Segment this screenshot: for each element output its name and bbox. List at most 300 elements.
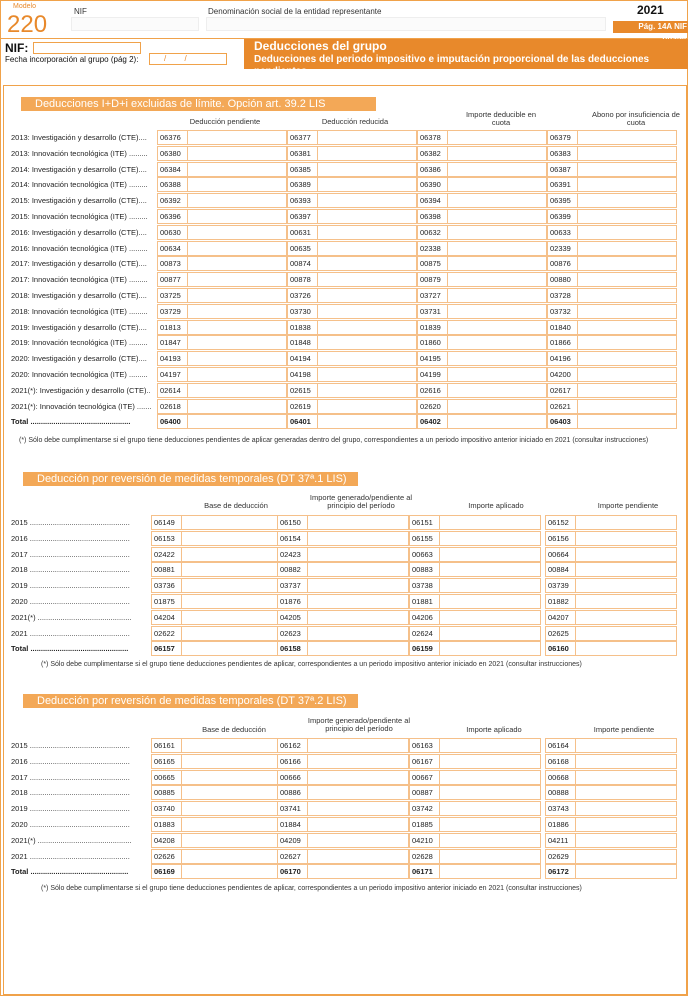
amount-field[interactable] [547, 177, 677, 192]
amount-field[interactable] [417, 241, 547, 256]
table-row [11, 162, 679, 178]
amount-field[interactable] [417, 304, 547, 319]
s1-col-deduccion-pendiente: Deducción pendiente [189, 117, 261, 126]
table-row [11, 288, 679, 304]
field-code: 00882 [278, 563, 308, 576]
amount-field[interactable] [157, 177, 287, 192]
s2-col-base: Base de deducción [204, 501, 268, 510]
field-code: 01875 [152, 595, 182, 608]
amount-field[interactable] [277, 738, 409, 753]
amount-field[interactable] [151, 864, 283, 879]
field-code: 06152 [546, 516, 576, 529]
row-label: 2016: Investigación y desarrollo (CTE).... [11, 227, 147, 237]
table-row [11, 770, 679, 786]
table-row [11, 849, 679, 865]
field-code: 01813 [158, 321, 188, 334]
amount-field[interactable] [287, 209, 417, 224]
field-code: 04208 [152, 834, 182, 847]
amount-field[interactable] [547, 272, 677, 287]
field-code: 03739 [546, 579, 576, 592]
field-code: 04207 [546, 611, 576, 624]
row-label: 2016: Innovación tecnológica (ITE) ......... [11, 243, 148, 253]
amount-field[interactable] [151, 515, 283, 530]
field-code: 00888 [546, 786, 576, 799]
row-label: 2019 ................................................ [11, 804, 130, 814]
field-code: 06401 [288, 415, 318, 428]
amount-field[interactable] [277, 817, 409, 832]
amount-field[interactable] [417, 320, 547, 335]
row-label: 2020: Investigación y desarrollo (CTE).... [11, 354, 147, 364]
amount-field[interactable] [151, 641, 283, 656]
field-code: 01884 [278, 818, 308, 831]
section3-table [11, 738, 679, 882]
amount-field[interactable] [545, 562, 677, 577]
row-label: 2020 ................................................ [11, 597, 130, 606]
field-code: 00666 [278, 771, 308, 784]
field-code: 06400 [158, 415, 188, 428]
amount-field[interactable] [545, 849, 677, 864]
amount-field[interactable] [417, 367, 547, 382]
field-code: 03738 [410, 579, 440, 592]
s1-col-importe-deducible: Importe deducible en cuota [465, 110, 537, 127]
total-row [11, 641, 679, 657]
amount-field[interactable] [151, 785, 283, 800]
amount-field[interactable] [417, 225, 547, 240]
field-code: 06399 [548, 210, 578, 223]
amount-field[interactable] [545, 785, 677, 800]
amount-field[interactable] [409, 785, 541, 800]
field-code: 06383 [548, 147, 578, 160]
amount-field[interactable] [157, 193, 287, 208]
field-code: 02624 [410, 627, 440, 640]
field-code: 06151 [410, 516, 440, 529]
field-code: 04197 [158, 368, 188, 381]
amount-field[interactable] [157, 130, 287, 145]
amount-field[interactable] [277, 562, 409, 577]
field-code: 06378 [418, 131, 448, 144]
amount-field[interactable] [151, 578, 283, 593]
field-code: 06380 [158, 147, 188, 160]
field-code: 00885 [152, 786, 182, 799]
s2-col-importe-generado: Importe generado/pendiente al principio del período [309, 493, 413, 510]
field-code: 06379 [548, 131, 578, 144]
s3-col-importe-aplicado: Importe aplicado [466, 725, 522, 734]
field-code: 06382 [418, 147, 448, 160]
table-row [11, 801, 679, 817]
row-label: 2016 ................................................ [11, 533, 130, 543]
amount-field[interactable] [287, 162, 417, 177]
amount-field[interactable] [547, 193, 677, 208]
amount-field[interactable] [277, 849, 409, 864]
amount-field[interactable] [287, 288, 417, 303]
amount-field[interactable] [547, 256, 677, 271]
field-code: 00881 [152, 563, 182, 576]
row-label: 2017: Innovación tecnológica (ITE) ......... [11, 275, 148, 285]
row-label: 2019: Investigación y desarrollo (CTE).... [11, 322, 147, 332]
amount-field[interactable] [287, 351, 417, 366]
table-row [11, 320, 679, 336]
table-row [11, 399, 679, 415]
field-code: 01881 [410, 595, 440, 608]
amount-field[interactable] [287, 130, 417, 145]
amount-field[interactable] [417, 335, 547, 350]
amount-field[interactable] [547, 414, 677, 429]
amount-field[interactable] [409, 547, 541, 562]
field-code: 06388 [158, 178, 188, 191]
field-code: 01838 [288, 321, 318, 334]
amount-field[interactable] [151, 547, 283, 562]
amount-field[interactable] [547, 304, 677, 319]
field-code: 04211 [546, 834, 576, 847]
field-code: 06172 [546, 865, 576, 878]
field-code: 06394 [418, 194, 448, 207]
amount-field[interactable] [277, 594, 409, 609]
amount-field[interactable] [409, 578, 541, 593]
amount-field[interactable] [545, 515, 677, 530]
amount-field[interactable] [409, 817, 541, 832]
denominacion-input[interactable] [206, 17, 606, 31]
amount-field[interactable] [417, 399, 547, 414]
amount-field[interactable] [287, 335, 417, 350]
amount-field[interactable] [287, 399, 417, 414]
section2-title: Deducción por reversión de medidas temporales (DT 37ª.1 LIS) [23, 472, 358, 486]
section3-title: Deducción por reversión de medidas temporales (DT 37ª.2 LIS) [23, 694, 358, 708]
amount-field[interactable] [545, 754, 677, 769]
row-label: 2017 ................................................ [11, 549, 130, 559]
field-code: 02629 [546, 850, 576, 863]
amount-field[interactable] [287, 177, 417, 192]
amount-field[interactable] [545, 610, 677, 625]
amount-field[interactable] [151, 610, 283, 625]
amount-field[interactable] [157, 256, 287, 271]
field-code: 06161 [152, 739, 182, 752]
amount-field[interactable] [409, 864, 541, 879]
amount-field[interactable] [547, 225, 677, 240]
table-row [11, 754, 679, 770]
amount-field[interactable] [417, 209, 547, 224]
field-code: 04209 [278, 834, 308, 847]
amount-field[interactable] [417, 256, 547, 271]
amount-field[interactable] [157, 383, 287, 398]
row-label: Total ................................................ [11, 417, 131, 427]
field-code: 00879 [418, 273, 448, 286]
amount-field[interactable] [151, 801, 283, 816]
amount-field[interactable] [151, 754, 283, 769]
amount-field[interactable] [157, 335, 287, 350]
amount-field[interactable] [417, 193, 547, 208]
field-code: 06162 [278, 739, 308, 752]
amount-field[interactable] [151, 770, 283, 785]
section1-table [11, 130, 679, 434]
group-nif-input[interactable] [33, 42, 141, 54]
amount-field[interactable] [545, 594, 677, 609]
amount-field[interactable] [545, 801, 677, 816]
row-label: 2016 ................................................ [11, 756, 130, 766]
amount-field[interactable] [409, 849, 541, 864]
field-code: 00634 [158, 242, 188, 255]
field-code: 06169 [152, 865, 182, 878]
field-code: 00631 [288, 226, 318, 239]
amount-field[interactable] [277, 833, 409, 848]
amount-field[interactable] [409, 562, 541, 577]
s3-col-importe-pendiente: Importe pendiente [593, 725, 655, 734]
amount-field[interactable] [277, 754, 409, 769]
field-code: 04206 [410, 611, 440, 624]
amount-field[interactable] [277, 785, 409, 800]
amount-field[interactable] [417, 177, 547, 192]
total-row [11, 414, 679, 430]
s2-col-importe-pendiente: Importe pendiente [597, 501, 659, 510]
amount-field[interactable] [409, 531, 541, 546]
amount-field[interactable] [157, 367, 287, 382]
amount-field[interactable] [151, 849, 283, 864]
row-label: 2013: Investigación y desarrollo (CTE).... [11, 133, 147, 142]
amount-field[interactable] [151, 817, 283, 832]
amount-field[interactable] [287, 193, 417, 208]
field-code: 03725 [158, 289, 188, 302]
amount-field[interactable] [157, 241, 287, 256]
field-code: 04204 [152, 611, 182, 624]
amount-field[interactable] [287, 304, 417, 319]
row-label: 2015: Innovación tecnológica (ITE) ......... [11, 212, 148, 221]
row-label: 2015: Investigación y desarrollo (CTE).... [11, 196, 147, 206]
field-code: 06391 [548, 178, 578, 191]
amount-field[interactable] [545, 770, 677, 785]
amount-field[interactable] [547, 288, 677, 303]
amount-field[interactable] [277, 641, 409, 656]
amount-field[interactable] [547, 335, 677, 350]
amount-field[interactable] [151, 562, 283, 577]
field-code: 01885 [410, 818, 440, 831]
field-code: 06153 [152, 532, 182, 545]
amount-field[interactable] [547, 130, 677, 145]
amount-field[interactable] [545, 626, 677, 641]
field-code: 04193 [158, 352, 188, 365]
amount-field[interactable] [545, 738, 677, 753]
amount-field[interactable] [157, 272, 287, 287]
amount-field[interactable] [547, 241, 677, 256]
amount-field[interactable] [545, 817, 677, 832]
amount-field[interactable] [409, 610, 541, 625]
modelo-number: 220 [7, 11, 48, 38]
field-code: 02422 [152, 548, 182, 561]
amount-field[interactable] [277, 801, 409, 816]
amount-field[interactable] [157, 351, 287, 366]
table-row [11, 610, 679, 626]
amount-field[interactable] [277, 626, 409, 641]
amount-field[interactable] [547, 320, 677, 335]
amount-field[interactable] [409, 833, 541, 848]
row-label: 2014: Innovación tecnológica (ITE) ......... [11, 180, 148, 190]
field-code: 00873 [158, 257, 188, 270]
amount-field[interactable] [287, 146, 417, 161]
field-code: 02338 [418, 242, 448, 255]
amount-field[interactable] [409, 515, 541, 530]
amount-field[interactable] [545, 641, 677, 656]
amount-field[interactable] [157, 320, 287, 335]
field-code: 02623 [278, 627, 308, 640]
field-code: 02619 [288, 400, 318, 413]
amount-field[interactable] [545, 547, 677, 562]
fecha-incorporacion-input[interactable]: / / [149, 53, 227, 65]
amount-field[interactable] [277, 610, 409, 625]
amount-field[interactable] [151, 626, 283, 641]
amount-field[interactable] [547, 399, 677, 414]
amount-field[interactable] [547, 162, 677, 177]
row-label: 2018 ................................................ [11, 565, 130, 575]
amount-field[interactable] [277, 864, 409, 879]
field-code: 06167 [410, 755, 440, 768]
row-label: 2018: Investigación y desarrollo (CTE).... [11, 291, 147, 300]
amount-field[interactable] [157, 225, 287, 240]
field-code: 02628 [410, 850, 440, 863]
amount-field[interactable] [277, 531, 409, 546]
field-code: 06165 [152, 755, 182, 768]
field-code: 02615 [288, 384, 318, 397]
amount-field[interactable] [287, 414, 417, 429]
amount-field[interactable] [417, 130, 547, 145]
amount-field[interactable] [547, 367, 677, 382]
row-label: 2021(*) ............................................. [11, 835, 132, 845]
amount-field[interactable] [157, 162, 287, 177]
field-code: 06158 [278, 642, 308, 655]
field-code: 06402 [418, 415, 448, 428]
field-code: 06157 [152, 642, 182, 655]
amount-field[interactable] [287, 256, 417, 271]
field-code: 06392 [158, 194, 188, 207]
amount-field[interactable] [287, 320, 417, 335]
field-code: 04195 [418, 352, 448, 365]
amount-field[interactable] [547, 351, 677, 366]
field-code: 06156 [546, 532, 576, 545]
nif-label: NIF [74, 7, 87, 16]
amount-field[interactable] [409, 626, 541, 641]
amount-field[interactable] [545, 864, 677, 879]
row-label: 2021 ................................................ [11, 628, 130, 638]
field-code: 06377 [288, 131, 318, 144]
field-code: 00878 [288, 273, 318, 286]
field-code: 00886 [278, 786, 308, 799]
amount-field[interactable] [409, 754, 541, 769]
amount-field[interactable] [157, 304, 287, 319]
field-code: 06390 [418, 178, 448, 191]
field-code: 01839 [418, 321, 448, 334]
amount-field[interactable] [157, 414, 287, 429]
nif-input[interactable] [71, 17, 199, 31]
field-code: 06387 [548, 163, 578, 176]
section1-title: Deducciones I+D+i excluidas de límite. Opción art. 39.2 LIS [21, 97, 376, 111]
field-code: 06397 [288, 210, 318, 223]
table-row [11, 146, 679, 162]
amount-field[interactable] [277, 547, 409, 562]
field-code: 02626 [152, 850, 182, 863]
amount-field[interactable] [417, 272, 547, 287]
amount-field[interactable] [545, 833, 677, 848]
amount-field[interactable] [417, 351, 547, 366]
amount-field[interactable] [547, 383, 677, 398]
field-code: 03731 [418, 305, 448, 318]
amount-field[interactable] [417, 146, 547, 161]
amount-field[interactable] [157, 399, 287, 414]
field-code: 04198 [288, 368, 318, 381]
amount-field[interactable] [277, 770, 409, 785]
amount-field[interactable] [287, 225, 417, 240]
amount-field[interactable] [157, 146, 287, 161]
field-code: 00874 [288, 257, 318, 270]
field-code: 00876 [548, 257, 578, 270]
amount-field[interactable] [287, 383, 417, 398]
form-header [1, 1, 688, 39]
field-code: 00633 [548, 226, 578, 239]
amount-field[interactable] [417, 383, 547, 398]
field-code: 02616 [418, 384, 448, 397]
field-code: 03737 [278, 579, 308, 592]
amount-field[interactable] [287, 367, 417, 382]
field-code: 01860 [418, 336, 448, 349]
amount-field[interactable] [409, 641, 541, 656]
amount-field[interactable] [417, 414, 547, 429]
amount-field[interactable] [545, 578, 677, 593]
field-code: 01847 [158, 336, 188, 349]
amount-field[interactable] [277, 578, 409, 593]
amount-field[interactable] [151, 594, 283, 609]
amount-field[interactable] [547, 146, 677, 161]
amount-field[interactable] [409, 801, 541, 816]
amount-field[interactable] [287, 272, 417, 287]
amount-field[interactable] [157, 288, 287, 303]
field-code: 03740 [152, 802, 182, 815]
amount-field[interactable] [157, 209, 287, 224]
amount-field[interactable] [417, 162, 547, 177]
amount-field[interactable] [151, 738, 283, 753]
field-code: 00668 [546, 771, 576, 784]
amount-field[interactable] [409, 738, 541, 753]
field-code: 06384 [158, 163, 188, 176]
field-code: 06403 [548, 415, 578, 428]
row-label: Total ............................................... [11, 867, 129, 877]
amount-field[interactable] [417, 288, 547, 303]
field-code: 03729 [158, 305, 188, 318]
field-code: 03736 [152, 579, 182, 592]
s1-col-deduccion-reducida: Deducción reducida [321, 117, 389, 126]
amount-field[interactable] [151, 531, 283, 546]
page-badge: Pág. 14A NIF [613, 21, 688, 33]
field-code: 00884 [546, 563, 576, 576]
amount-field[interactable] [151, 833, 283, 848]
amount-field[interactable] [287, 241, 417, 256]
field-code: 06149 [152, 516, 182, 529]
amount-field[interactable] [409, 594, 541, 609]
field-code: 06150 [278, 516, 308, 529]
table-row [11, 256, 679, 272]
s3-col-base: Base de deducción [202, 725, 266, 734]
field-code: 04196 [548, 352, 578, 365]
field-code: 04200 [548, 368, 578, 381]
field-code: 06166 [278, 755, 308, 768]
row-label: 2020: Innovación tecnológica (ITE) ......... [11, 370, 148, 379]
field-code: 06160 [546, 642, 576, 655]
field-code: 06385 [288, 163, 318, 176]
amount-field[interactable] [547, 209, 677, 224]
field-code: 06163 [410, 739, 440, 752]
section3-note: (*) Sólo debe cumplimentarse si el grupo tiene deducciones pendientes de aplicar, correspondientes a un periodo impositivo anterior iniciado en 2021 (consultar instrucciones) [41, 885, 582, 892]
amount-field[interactable] [409, 770, 541, 785]
row-label: 2015 ................................................ [11, 741, 130, 750]
field-code: 04194 [288, 352, 318, 365]
amount-field[interactable] [545, 531, 677, 546]
amount-field[interactable] [277, 515, 409, 530]
field-code: 00663 [410, 548, 440, 561]
